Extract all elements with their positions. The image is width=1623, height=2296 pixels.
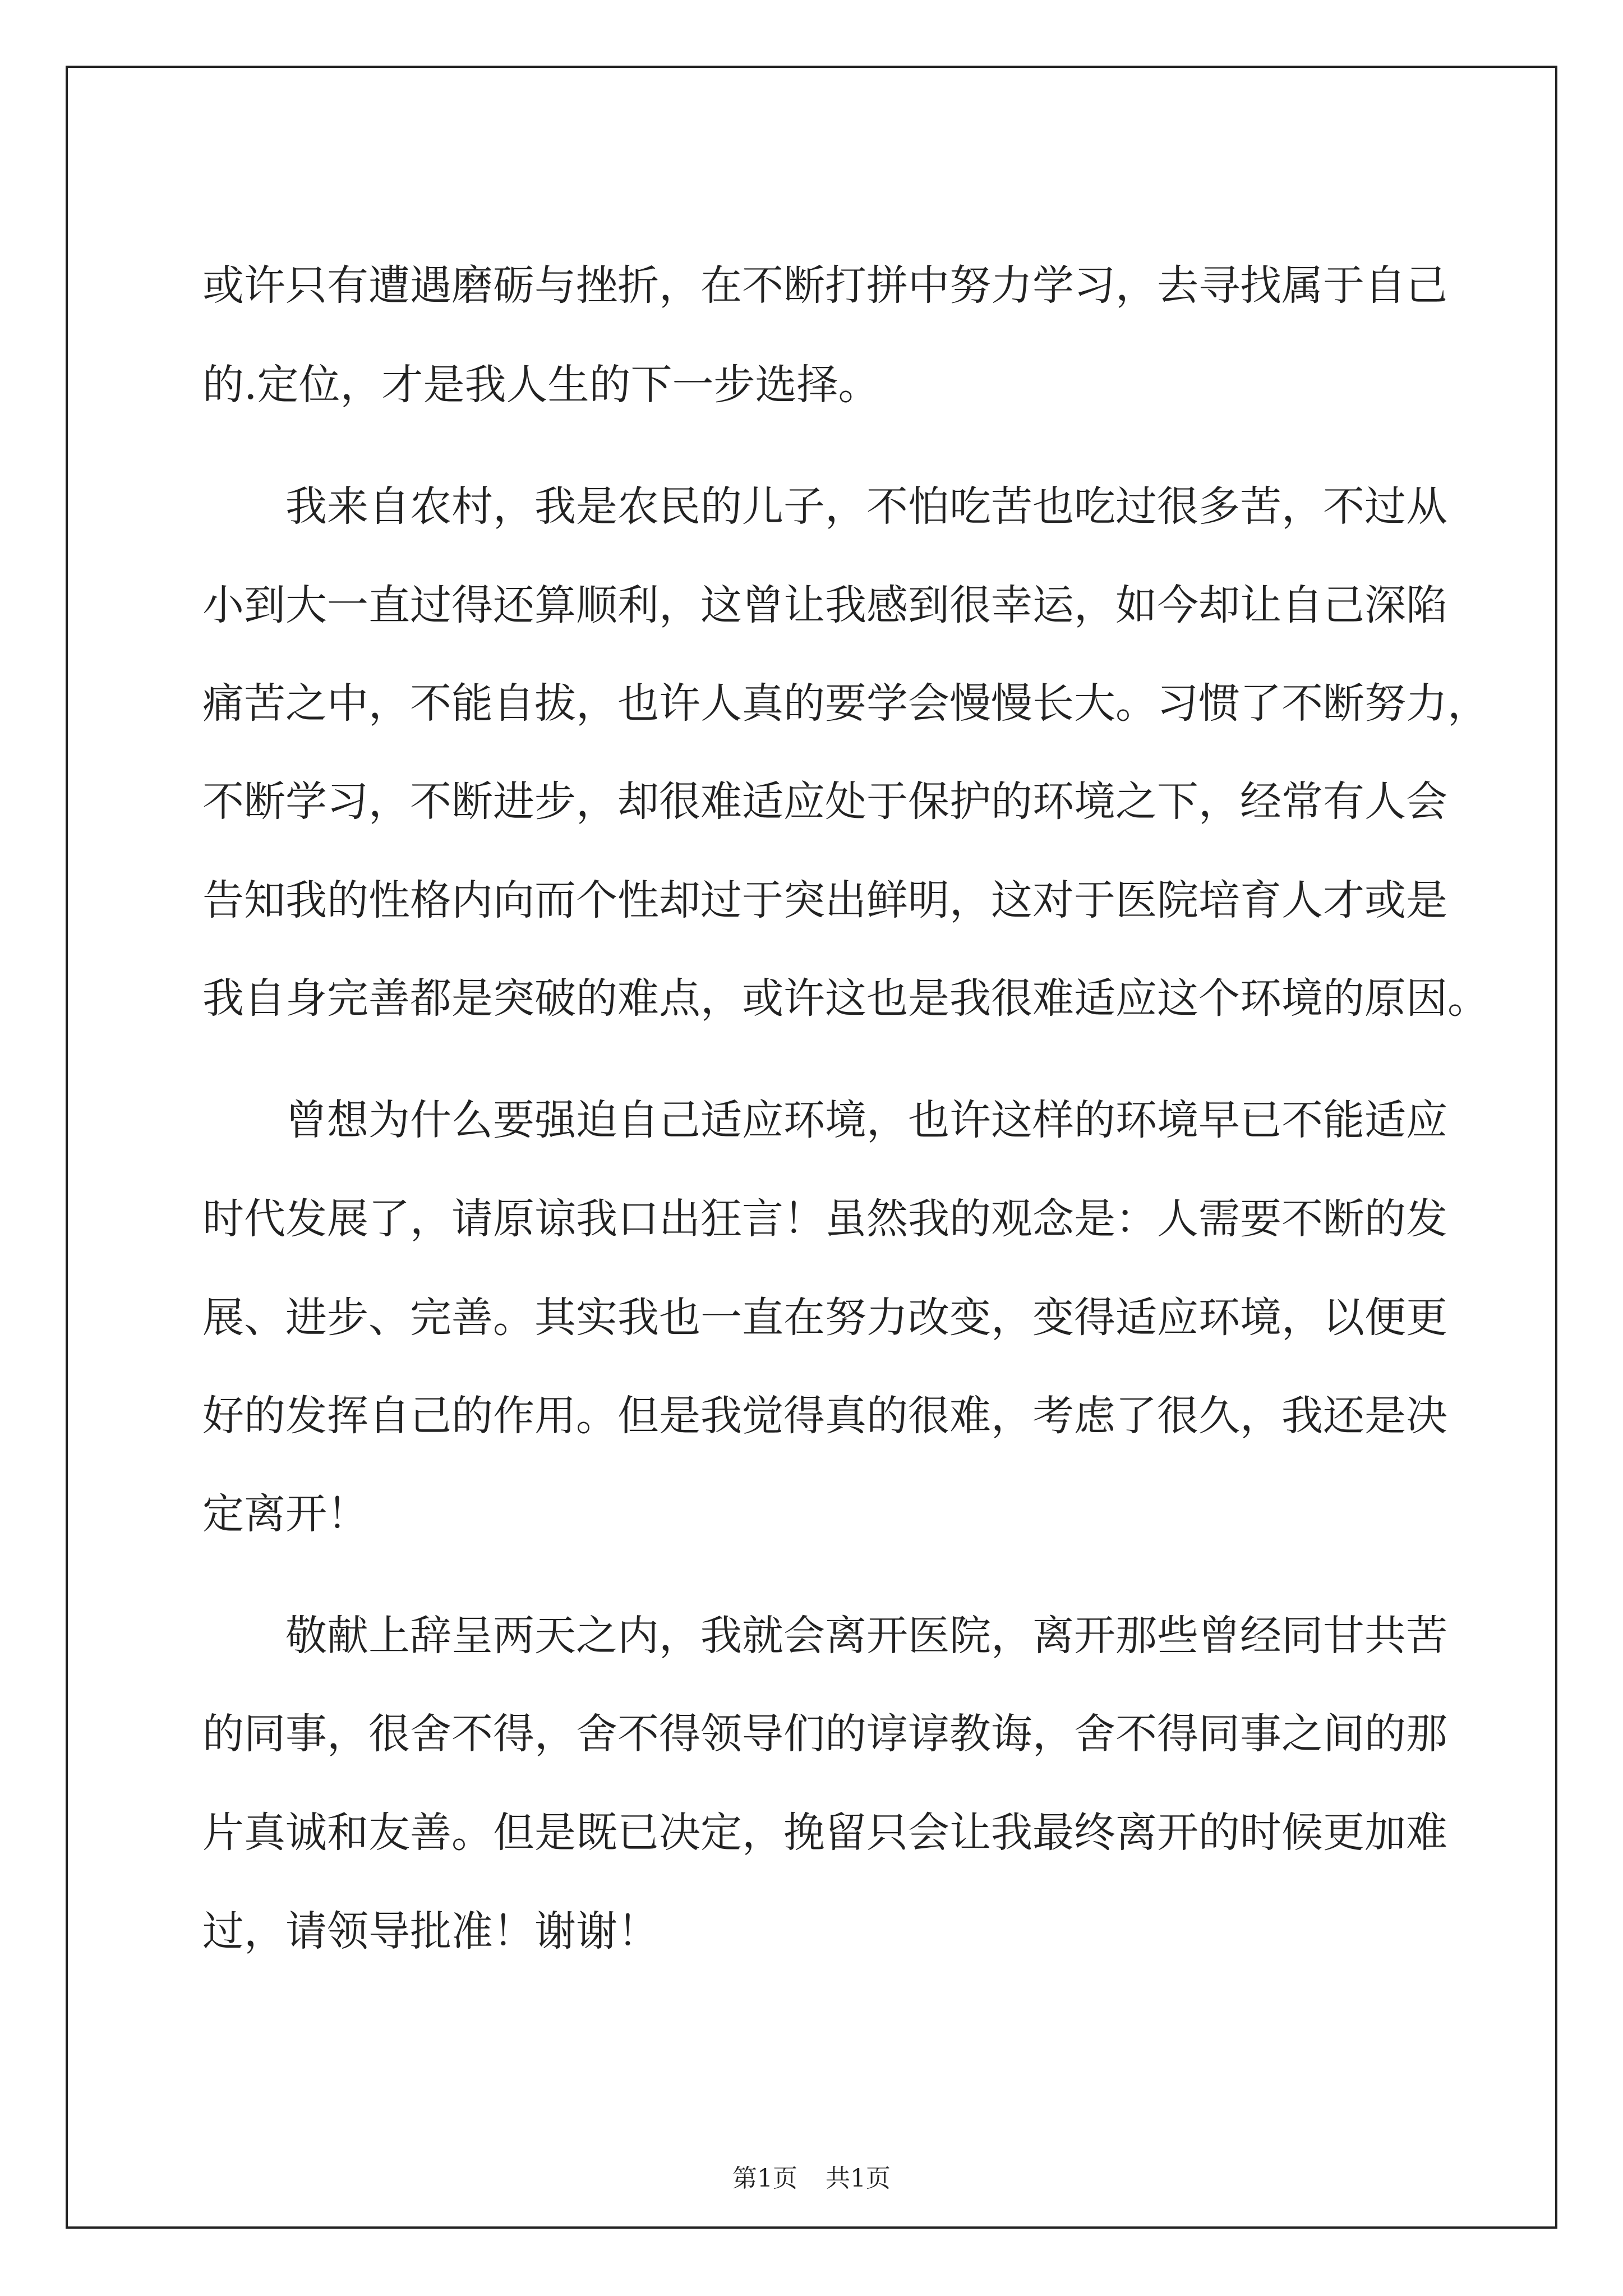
text-line: 片真诚和友善。但是既已决定，挽留只会让我最终离开的时候更加难	[202, 1809, 1447, 1857]
page-number-total: 共1页	[826, 2164, 891, 2193]
text-line: 或许只有遭遇磨砺与挫折，在不断打拼中努力学习，去寻找属于自己	[202, 261, 1447, 310]
text-line: 我自身完善都是突破的难点，或许这也是我很难适应这个环境的原因。	[202, 974, 1489, 1023]
text-line: 好的发挥自己的作用。但是我觉得真的很难，考虑了很久，我还是决	[202, 1392, 1447, 1440]
text-line: 的.定位，才是我人生的下一步选择。	[202, 361, 880, 409]
text-line: 时代发展了，请原谅我口出狂言！虽然我的观念是：人需要不断的发	[202, 1195, 1447, 1243]
text-line: 痛苦之中，不能自拔，也许人真的要学会慢慢长大。习惯了不断努力，	[202, 679, 1489, 728]
text-line: 我来自农村，我是农民的儿子，不怕吃苦也吃过很多苦，不过从	[285, 482, 1447, 531]
text-line: 小到大一直过得还算顺利，这曾让我感到很幸运，如今却让自己深陷	[202, 581, 1447, 629]
text-line: 的同事，很舍不得，舍不得领导们的谆谆教诲，舍不得同事之间的那	[202, 1710, 1447, 1758]
text-line: 过，请领导批准！谢谢！	[202, 1907, 659, 1955]
text-line: 不断学习，不断进步，却很难适应处于保护的环境之下，经常有人会	[202, 777, 1447, 826]
text-line: 展、进步、完善。其实我也一直在努力改变，变得适应环境，以便更	[202, 1294, 1447, 1342]
text-line: 敬献上辞呈两天之内，我就会离开医院，离开那些曾经同甘共苦	[285, 1612, 1447, 1660]
page-footer	[68, 2162, 1555, 2196]
page-frame	[66, 66, 1557, 2229]
page-number-current: 第1页	[732, 2164, 797, 2193]
text-line: 曾想为什么要强迫自己适应环境，也许这样的环境早已不能适应	[285, 1096, 1447, 1144]
text-line: 定离开！	[202, 1490, 368, 1538]
text-line: 告知我的性格内向而个性却过于突出鲜明，这对于医院培育人才或是	[202, 876, 1447, 924]
